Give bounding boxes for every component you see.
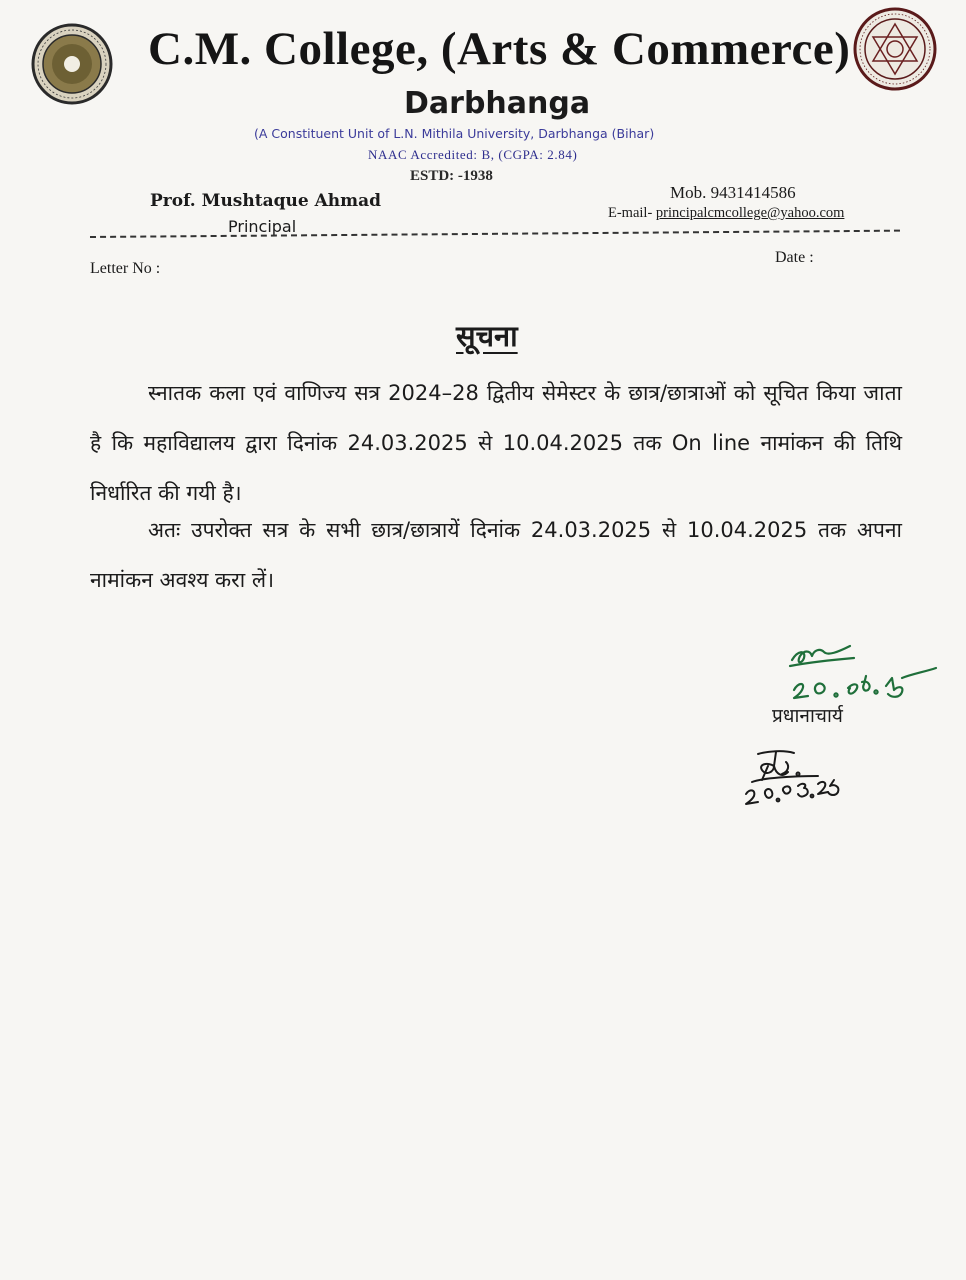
designation-principal: प्रधानाचार्य	[772, 705, 843, 727]
notice-paragraph-1: स्नातक कला एवं वाणिज्य सत्र 2024–28 द्वितीय सेमेस्टर के छात्र/छात्राओं को सूचित किया जाता है कि महाविद्यालय द्वारा दिनांक 24.03.2025 से 10.04.2025 तक On line नामांकन की तिथि निर्धारित की गयी है।	[90, 381, 902, 505]
letter-number-label: Letter No :	[90, 260, 161, 277]
principal-signature	[778, 642, 943, 704]
email-address[interactable]: principalcmcollege@yahoo.com	[655, 205, 845, 221]
established-year: ESTD: -1938	[410, 168, 493, 184]
email-label: E-mail-	[608, 205, 653, 221]
header-divider	[90, 230, 900, 238]
notice-title: सूचना	[456, 319, 518, 353]
initials-signature	[738, 744, 853, 816]
notice-paragraph-2: अतः उपरोक्त सत्र के सभी छात्र/छात्रायें दिनांक 24.03.2025 से 10.04.2025 तक अपना नामांकन अवश्य करा लें।	[90, 518, 902, 592]
mobile-number: Mob. 9431414586	[670, 183, 796, 202]
college-name: C.M. College, (Arts & Commerce)	[148, 23, 851, 75]
principal-title: Principal	[228, 217, 297, 236]
naac-accreditation: NAAC Accredited: B, (CGPA: 2.84)	[368, 147, 578, 162]
college-seal-icon	[30, 22, 114, 106]
principal-name: Prof. Mushtaque Ahmad	[150, 191, 382, 211]
email-line	[608, 205, 844, 222]
constituent-line: (A Constituent Unit of L.N. Mithila University, Darbhanga (Bihar)	[254, 126, 655, 141]
university-seal-icon	[852, 6, 938, 92]
college-city: Darbhanga	[404, 86, 591, 121]
date-label: Date :	[775, 249, 814, 266]
